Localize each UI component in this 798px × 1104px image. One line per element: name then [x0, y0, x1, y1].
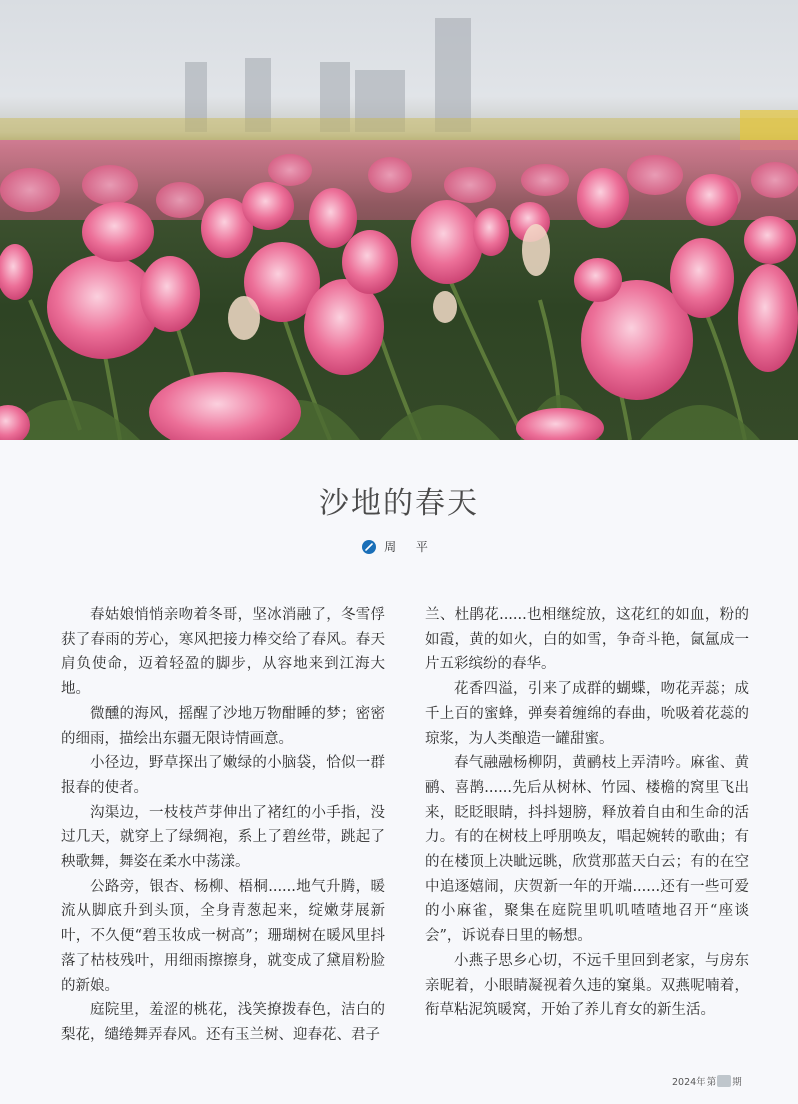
- footer-year: 2024年: [672, 1077, 706, 1088]
- paragraph: 花香四溢，引来了成群的蝴蝶，吻花弄蕊；成千上百的蜜蜂，弹奏着缠绵的春曲，吮吸着花蕊的琼浆，为人类酿造一罐甜蜜。: [425, 681, 749, 747]
- paragraph: 公路旁，银杏、杨柳、梧桐......地气升腾，暖流从脚底升到头顶，全身青葱起来，绽嫩芽展新叶，不久便“碧玉妆成一树高”；珊瑚树在暖风里抖落了枯枝残叶，用细雨擦擦身，就变成了黛眉粉脸的新娘。: [61, 878, 385, 994]
- paragraph: 小径边，野草探出了嫩绿的小脑袋，恰似一群报春的使者。: [61, 755, 385, 796]
- footer-issue-prefix: 第: [706, 1077, 717, 1088]
- paragraph: 春姑娘悄悄亲吻着冬哥，坚冰消融了，冬雪俘获了春雨的芳心，寒风把接力棒交给了春风。春天肩负使命，迈着轻盈的脚步，从容地来到江海大地。: [61, 607, 385, 698]
- article-left-column: [61, 603, 385, 1048]
- author-name: 周 平: [384, 540, 436, 554]
- article-title: 沙地的春天: [319, 486, 479, 521]
- tulip-field-image: [0, 0, 798, 440]
- hero-photo: [0, 0, 798, 440]
- pen-icon: [362, 540, 376, 554]
- paragraph: 微醺的海风，摇醒了沙地万物酣睡的梦；密密的细雨，描绘出东疆无限诗情画意。: [61, 705, 385, 747]
- paragraph: 庭院里，羞涩的桃花，浅笑撩拨春色，洁白的梨花，缱绻舞弄春风。还有玉兰树、迎春花、君子: [61, 1002, 385, 1043]
- issue-number-badge: [717, 1075, 731, 1087]
- page-footer: [672, 1074, 742, 1088]
- paragraph: 春气融融杨柳阴，黄鹂枝上弄清吟。麻雀、黄鹂、喜鹊......先后从树林、竹园、楼檐的窝里飞出来，眨眨眼睛，抖抖翅膀，释放着自由和生命的活力。有的在树枝上呼朋唤友，唱起婉转的歌曲；有的在楼顶上决眦远眺，欣赏那蓝天白云；有的在空中追逐嬉闹，庆贺新一年的开端......还有一些可爱的小麻雀，聚集在庭院里叽叽喳喳地召开“座谈会”，诉说春日里的畅想。: [425, 755, 749, 945]
- article-right-column: [425, 603, 749, 1023]
- author-byline: [0, 538, 798, 555]
- footer-issue-suffix: 期: [732, 1077, 742, 1088]
- paragraph: 小燕子思乡心切，不远千里回到老家，与房东亲昵着，小眼睛凝视着久违的窠巢。双燕呢喃着，衔草粘泥筑暖窝，开始了养儿育女的新生活。: [425, 952, 749, 1019]
- background-buildings: [185, 18, 471, 132]
- paragraph-continuation: 兰、杜鹃花......也相继绽放，这花红的如血，粉的如霞，黄的如火，白的如雪，争奇斗艳，氤氲成一片五彩缤纷的春华。: [425, 607, 749, 673]
- paragraph: 沟渠边，一枝枝芦芽伸出了褚红的小手指，没过几天，就穿上了绿绸袍，系上了碧丝带，跳起了秧歌舞，舞姿在柔水中荡漾。: [61, 804, 385, 871]
